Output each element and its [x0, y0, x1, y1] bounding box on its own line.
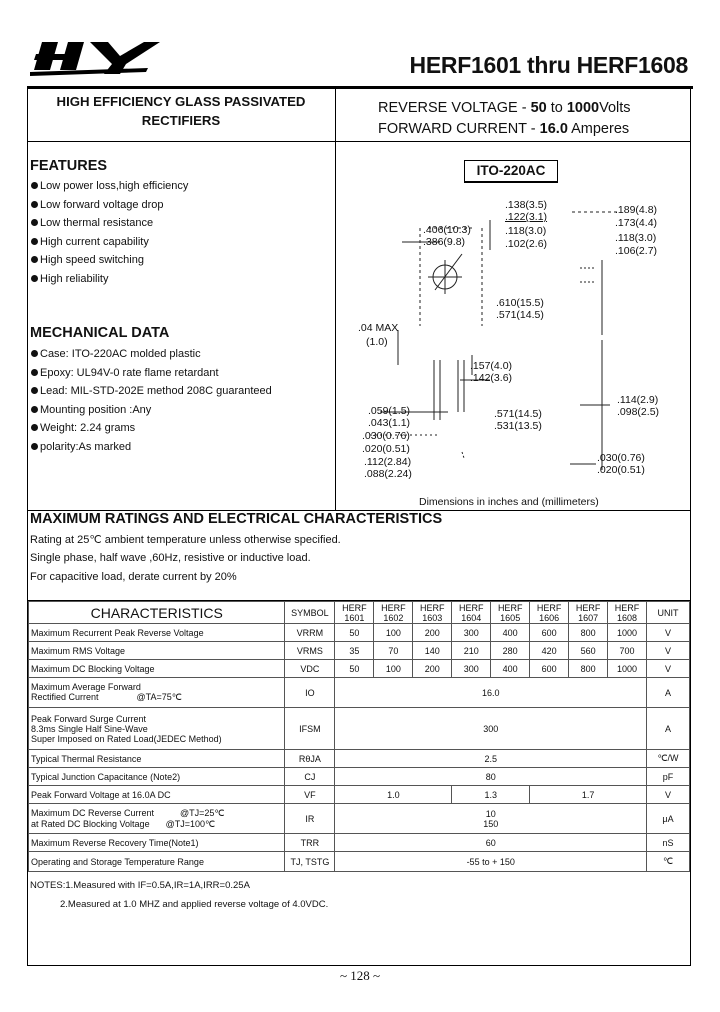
dimension-label: .571(14.5): [496, 309, 544, 321]
row-unit: μA: [647, 804, 690, 834]
company-logo: [28, 38, 168, 78]
row-unit: ℃/W: [647, 750, 690, 768]
list-item: High reliability: [31, 270, 188, 289]
list-item: Epoxy: UL94V-0 rate flame retardant: [31, 364, 272, 383]
bullet-icon: [31, 201, 38, 208]
header-part: HERF 1607: [569, 602, 608, 624]
row-unit: V: [647, 642, 690, 660]
voltage-current-spec: [378, 98, 631, 140]
header-symbol: SYMBOL: [285, 602, 335, 624]
cell-value: 100: [374, 660, 413, 678]
bullet-icon: [31, 387, 38, 394]
dimension-label: .043(1.1): [368, 417, 411, 429]
row-symbol: RθJA: [285, 750, 335, 768]
ratings-title: MAXIMUM RATINGS AND ELECTRICAL CHARACTERISTICS: [30, 511, 443, 527]
list-item: polarity:As marked: [31, 438, 272, 457]
dimension-label: .04 MAX: [358, 322, 399, 334]
table-row: [29, 852, 690, 872]
cell-value: 560: [569, 642, 608, 660]
bullet-icon: [31, 275, 38, 282]
dimension-label: .118(3.0): [615, 232, 657, 244]
row-label: Maximum DC Blocking Voltage: [29, 660, 285, 678]
dimension-label: .173(4.4): [615, 217, 658, 229]
row-symbol: IR: [285, 804, 335, 834]
cell-value: 300: [335, 708, 647, 750]
table-header-row: [29, 602, 690, 624]
cell-value: 300: [452, 624, 491, 642]
document-title: HERF1601 thru HERF1608: [409, 52, 688, 78]
list-item: Low thermal resistance: [31, 214, 188, 233]
cell-value: 200: [413, 624, 452, 642]
features-list: [31, 177, 188, 289]
row-unit: V: [647, 624, 690, 642]
dimension-caption: Dimensions in inches and (millimeters): [419, 496, 599, 508]
row-label: Maximum Average Forward Rectified Current @TA=75℃: [29, 678, 285, 708]
header-part: HERF 1602: [374, 602, 413, 624]
forward-current: FORWARD CURRENT - 16.0 Amperes: [378, 121, 630, 137]
row-symbol: VRRM: [285, 624, 335, 642]
row-unit: A: [647, 678, 690, 708]
table-row: [29, 768, 690, 786]
table-row: [29, 804, 690, 834]
table-row: [29, 750, 690, 768]
specifications-table: [28, 601, 690, 872]
header-part: HERF 1608: [608, 602, 647, 624]
header-part: HERF 1601: [335, 602, 374, 624]
rating-note: Single phase, half wave ,60Hz, resistive or inductive load.: [30, 552, 311, 564]
table-row: [29, 708, 690, 750]
dimension-label: .571(14.5): [494, 408, 542, 420]
list-item: Low power loss,high efficiency: [31, 177, 188, 196]
cell-value: 100: [374, 624, 413, 642]
reverse-voltage: REVERSE VOLTAGE - 50 to 1000Volts: [378, 100, 631, 116]
dimension-label: .138(3.5): [505, 199, 548, 211]
dimension-label: .118(3.0): [505, 225, 547, 237]
row-label: Maximum DC Reverse Current @TJ=25℃ at Rated DC Blocking Voltage @TJ=100℃: [29, 804, 285, 834]
cell-value: 600: [530, 624, 569, 642]
cell-value: 2.5: [335, 750, 647, 768]
mechanical-title: MECHANICAL DATA: [30, 325, 170, 341]
cell-value: 700: [608, 642, 647, 660]
row-unit: ℃: [647, 852, 690, 872]
table-row: [29, 834, 690, 852]
dimension-label: .088(2.24): [364, 468, 412, 480]
row-label: Maximum Recurrent Peak Reverse Voltage: [29, 624, 285, 642]
header-characteristics: CHARACTERISTICS: [29, 602, 285, 624]
cell-value: 10 150: [335, 804, 647, 834]
cell-value: 80: [335, 768, 647, 786]
cell-value: 600: [530, 660, 569, 678]
bullet-icon: [31, 182, 38, 189]
cell-value: 800: [569, 624, 608, 642]
mechanical-list: [31, 345, 272, 457]
cell-value: 60: [335, 834, 647, 852]
description-line: RECTIFIERS: [141, 113, 221, 128]
cell-value: 300: [452, 660, 491, 678]
table-row: [29, 786, 690, 804]
row-symbol: CJ: [285, 768, 335, 786]
dimension-label: .098(2.5): [617, 406, 660, 418]
bullet-icon: [31, 219, 38, 226]
row-symbol: VRMS: [285, 642, 335, 660]
bullet-icon: [31, 256, 38, 263]
dimension-label: .122(3.1): [505, 211, 548, 223]
dimension-label: .610(15.5): [496, 297, 544, 309]
row-label: Peak Forward Voltage at 16.0A DC: [29, 786, 285, 804]
cell-value: 1.3: [452, 786, 530, 804]
bullet-icon: [31, 238, 38, 245]
cell-value: 35: [335, 642, 374, 660]
table-row: [29, 678, 690, 708]
row-unit: V: [647, 786, 690, 804]
dimension-label: .189(4.8): [615, 204, 658, 216]
row-label: Maximum RMS Voltage: [29, 642, 285, 660]
dimension-label: .059(1.5): [368, 405, 411, 417]
divider: [28, 141, 690, 142]
list-item: Lead: MIL-STD-202E method 208C guaranteed: [31, 382, 272, 401]
table-row: [29, 624, 690, 642]
row-unit: nS: [647, 834, 690, 852]
cell-value: 16.0: [335, 678, 647, 708]
table-row: [29, 660, 690, 678]
dimension-label: .106(2.7): [615, 245, 658, 257]
cell-value: 70: [374, 642, 413, 660]
row-label: Typical Thermal Resistance: [29, 750, 285, 768]
row-symbol: VF: [285, 786, 335, 804]
bullet-icon: [31, 443, 38, 450]
list-item: High speed switching: [31, 251, 188, 270]
header-unit: UNIT: [647, 602, 690, 624]
row-symbol: IO: [285, 678, 335, 708]
dimension-label: .102(2.6): [505, 238, 548, 250]
row-label: Typical Junction Capacitance (Note2): [29, 768, 285, 786]
dimension-label: .112(2.84): [364, 456, 412, 468]
row-label: Peak Forward Surge Current 8.3ms Single Half Sine-Wave Super Imposed on Rated Load(JEDEC Method): [29, 708, 285, 750]
list-item: Low forward voltage drop: [31, 196, 188, 215]
cell-value: 1.0: [335, 786, 452, 804]
cell-value: 420: [530, 642, 569, 660]
cell-value: 50: [335, 624, 374, 642]
row-label: Operating and Storage Temperature Range: [29, 852, 285, 872]
dimension-label: .406(10.3): [423, 224, 471, 236]
row-symbol: VDC: [285, 660, 335, 678]
features-title: FEATURES: [30, 158, 108, 174]
row-unit: pF: [647, 768, 690, 786]
dimension-label: .030(0.76): [362, 430, 410, 442]
cell-value: 1000: [608, 660, 647, 678]
cell-value: 1.7: [530, 786, 647, 804]
cell-value: 400: [491, 660, 530, 678]
cell-value: 800: [569, 660, 608, 678]
note-1: NOTES:1.Measured with IF=0.5A,IR=1A,IRR=0.25A: [30, 880, 250, 891]
list-item: Weight: 2.24 grams: [31, 419, 272, 438]
cell-value: 140: [413, 642, 452, 660]
bullet-icon: [31, 424, 38, 431]
row-unit: A: [647, 708, 690, 750]
row-label: Maximum Reverse Recovery Time(Note1): [29, 834, 285, 852]
header-part: HERF 1606: [530, 602, 569, 624]
product-description: [28, 92, 334, 130]
row-symbol: IFSM: [285, 708, 335, 750]
bullet-icon: [31, 350, 38, 357]
dimension-label: .020(0.51): [362, 443, 410, 455]
dimension-label: .386(9.8): [423, 236, 466, 248]
dimension-label: (1.0): [366, 336, 388, 348]
dimension-label: .157(4.0): [470, 360, 513, 372]
dimension-label: .531(13.5): [494, 420, 542, 432]
cell-value: 50: [335, 660, 374, 678]
table-row: [29, 642, 690, 660]
header-part: HERF 1605: [491, 602, 530, 624]
cell-value: 1000: [608, 624, 647, 642]
dimension-label: .114(2.9): [617, 394, 659, 406]
note-2: 2.Measured at 1.0 MHZ and applied reverse voltage of 4.0VDC.: [60, 899, 329, 910]
cell-value: -55 to + 150: [335, 852, 647, 872]
bullet-icon: [31, 369, 38, 376]
list-item: Mounting position :Any: [31, 401, 272, 420]
cell-value: 400: [491, 624, 530, 642]
header-part: HERF 1603: [413, 602, 452, 624]
dimension-label: .030(0.76): [597, 452, 645, 464]
rating-note: Rating at 25℃ ambient temperature unless otherwise specified.: [30, 534, 341, 546]
cell-value: 210: [452, 642, 491, 660]
rating-note: For capacitive load, derate current by 20%: [30, 571, 237, 583]
row-symbol: TRR: [285, 834, 335, 852]
header-part: HERF 1604: [452, 602, 491, 624]
package-name: ITO-220AC: [464, 160, 558, 183]
divider: [335, 89, 336, 510]
list-item: Case: ITO-220AC molded plastic: [31, 345, 272, 364]
row-symbol: TJ, TSTG: [285, 852, 335, 872]
cell-value: 200: [413, 660, 452, 678]
list-item: High current capability: [31, 233, 188, 252]
cell-value: 280: [491, 642, 530, 660]
page-number: ~ 128 ~: [339, 968, 381, 983]
description-line: HIGH EFFICIENCY GLASS PASSIVATED: [56, 94, 306, 109]
bullet-icon: [31, 406, 38, 413]
dimension-label: .142(3.6): [470, 372, 513, 384]
dimension-label: .020(0.51): [597, 464, 645, 476]
row-unit: V: [647, 660, 690, 678]
